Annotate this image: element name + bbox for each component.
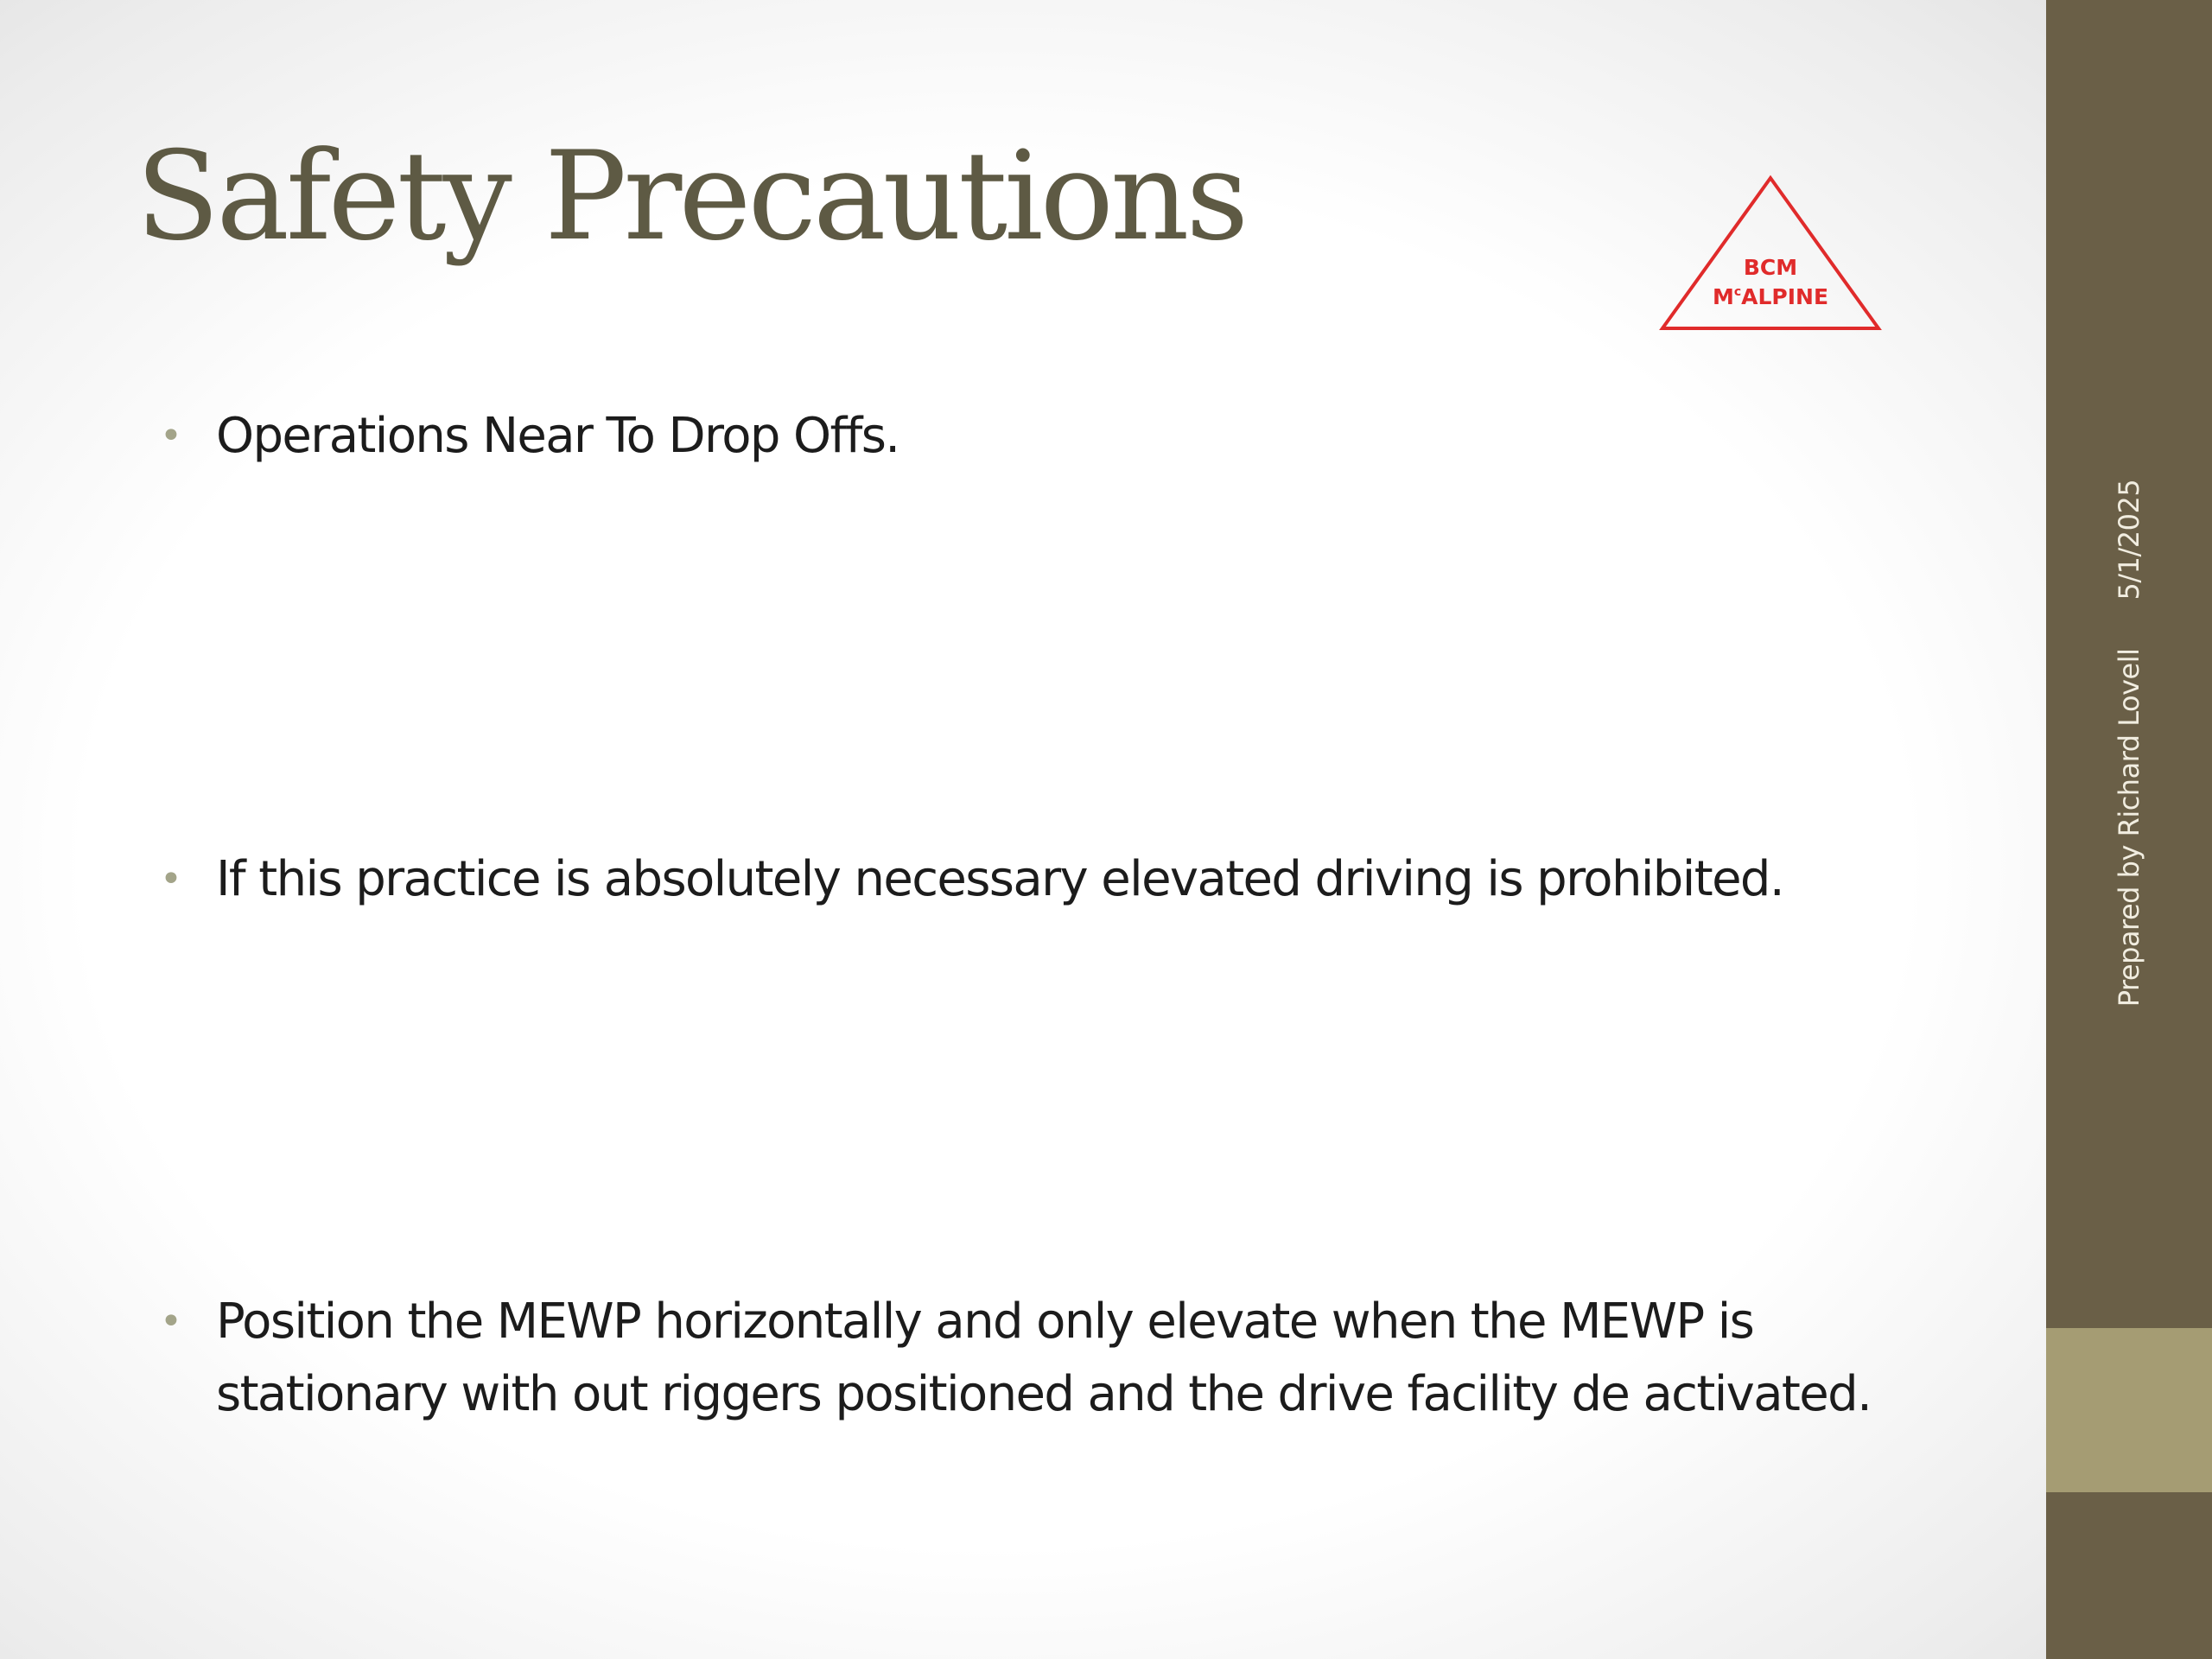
sidebar-footer — [2113, 480, 2145, 1007]
bullet-marker-icon: • — [160, 857, 182, 901]
slide-title: Safety Precautions — [136, 125, 1246, 268]
slide-date: 5/1/2025 — [2113, 479, 2145, 601]
logo-line2: $M^cALPINE$ — [1712, 284, 1829, 309]
bullet-item — [160, 1286, 1940, 1431]
author-credit: Prepared by Richard Lovell — [2113, 648, 2145, 1007]
bullet-marker-icon: • — [160, 1300, 182, 1344]
logo-triangle-icon — [1657, 173, 1884, 337]
bcm-mcalpine-logo — [1657, 173, 1884, 337]
bullet-marker-icon: • — [160, 414, 182, 458]
sidebar-accent-block — [2046, 1328, 2212, 1492]
bullet-text: Position the MEWP horizontally and only elevate when the MEWP is stationary with out riggers positioned and the drive facility de activated. — [216, 1294, 1872, 1422]
bullet-text: If this practice is absolutely necessary elevated driving is prohibited. — [216, 851, 1784, 907]
logo-line1: BCM — [1743, 255, 1798, 280]
bullet-item — [160, 400, 1940, 473]
bullet-item — [160, 843, 1940, 916]
bullet-text: Operations Near To Drop Offs. — [216, 408, 899, 464]
sidebar-band — [2046, 0, 2212, 1659]
